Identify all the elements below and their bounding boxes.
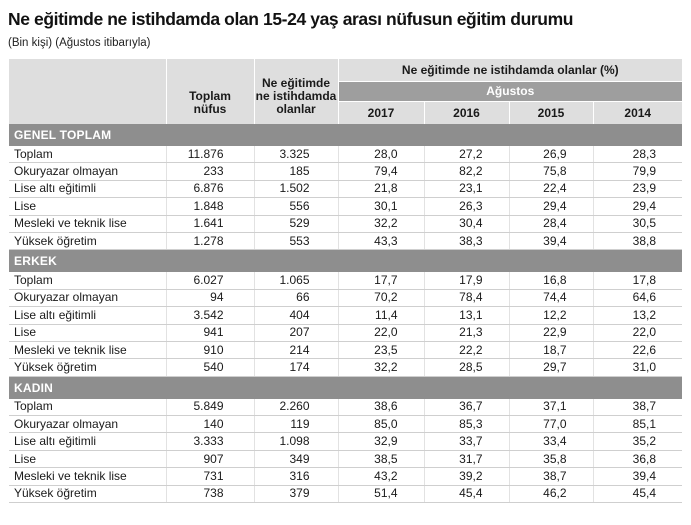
row-label: Mesleki ve teknik lise xyxy=(9,341,166,358)
cell-percent: 70,2 xyxy=(338,289,424,306)
cell-percent: 75,8 xyxy=(509,163,593,180)
cell-percent: 22,6 xyxy=(593,341,682,358)
cell-percent: 13,2 xyxy=(593,307,682,324)
cell-toplam-nufus: 1.848 xyxy=(166,198,254,215)
cell-percent: 29,4 xyxy=(593,198,682,215)
cell-percent: 16,8 xyxy=(509,272,593,289)
section-title: KADIN xyxy=(9,376,682,399)
cell-percent: 26,3 xyxy=(424,198,509,215)
cell-toplam-nufus: 140 xyxy=(166,416,254,433)
section-title: ERKEK xyxy=(9,250,682,273)
cell-percent: 79,9 xyxy=(593,163,682,180)
cell-percent: 38,7 xyxy=(509,468,593,485)
cell-neet: 349 xyxy=(254,450,338,467)
cell-percent: 43,3 xyxy=(338,232,424,249)
cell-percent: 79,4 xyxy=(338,163,424,180)
row-label: Okuryazar olmayan xyxy=(9,163,166,180)
cell-toplam-nufus: 3.333 xyxy=(166,433,254,450)
cell-toplam-nufus: 11.876 xyxy=(166,146,254,163)
education-table xyxy=(9,59,682,503)
cell-percent: 22,2 xyxy=(424,341,509,358)
table-row xyxy=(9,416,682,433)
cell-neet: 66 xyxy=(254,289,338,306)
row-label: Yüksek öğretim xyxy=(9,485,166,502)
cell-toplam-nufus: 738 xyxy=(166,485,254,502)
cell-percent: 39,4 xyxy=(509,232,593,249)
cell-percent: 35,2 xyxy=(593,433,682,450)
cell-percent: 18,7 xyxy=(509,341,593,358)
table-row xyxy=(9,399,682,416)
table-row xyxy=(9,341,682,358)
table-row xyxy=(9,272,682,289)
cell-toplam-nufus: 6.027 xyxy=(166,272,254,289)
row-label: Yüksek öğretim xyxy=(9,359,166,376)
cell-percent: 38,7 xyxy=(593,399,682,416)
row-label: Lise xyxy=(9,450,166,467)
cell-neet: 185 xyxy=(254,163,338,180)
cell-percent: 29,7 xyxy=(509,359,593,376)
cell-percent: 36,8 xyxy=(593,450,682,467)
cell-percent: 39,4 xyxy=(593,468,682,485)
cell-percent: 30,4 xyxy=(424,215,509,232)
cell-percent: 35,8 xyxy=(509,450,593,467)
section-header-row xyxy=(9,250,682,273)
row-label: Yüksek öğretim xyxy=(9,232,166,249)
header-neet: Ne eğitimde ne istihdamda olanlar xyxy=(254,59,338,124)
header-year: 2016 xyxy=(424,102,509,125)
cell-percent: 17,8 xyxy=(593,272,682,289)
table-row xyxy=(9,232,682,249)
cell-percent: 13,1 xyxy=(424,307,509,324)
table-row xyxy=(9,433,682,450)
cell-neet: 404 xyxy=(254,307,338,324)
row-label: Mesleki ve teknik lise xyxy=(9,215,166,232)
cell-percent: 74,4 xyxy=(509,289,593,306)
cell-percent: 85,1 xyxy=(593,416,682,433)
cell-percent: 77,0 xyxy=(509,416,593,433)
header-group: Ne eğitimde ne istihdamda olanlar (%) xyxy=(338,59,682,82)
row-label: Okuryazar olmayan xyxy=(9,416,166,433)
cell-percent: 37,1 xyxy=(509,399,593,416)
cell-percent: 46,2 xyxy=(509,485,593,502)
cell-toplam-nufus: 941 xyxy=(166,324,254,341)
header-toplam-nufus: Toplam nüfus xyxy=(166,59,254,124)
cell-toplam-nufus: 94 xyxy=(166,289,254,306)
cell-percent: 85,0 xyxy=(338,416,424,433)
table-row xyxy=(9,180,682,197)
cell-percent: 82,2 xyxy=(424,163,509,180)
cell-percent: 22,4 xyxy=(509,180,593,197)
cell-neet: 1.502 xyxy=(254,180,338,197)
cell-percent: 30,5 xyxy=(593,215,682,232)
cell-toplam-nufus: 731 xyxy=(166,468,254,485)
row-label: Lise altı eğitimli xyxy=(9,307,166,324)
cell-percent: 38,3 xyxy=(424,232,509,249)
cell-neet: 1.065 xyxy=(254,272,338,289)
cell-percent: 28,4 xyxy=(509,215,593,232)
table-row xyxy=(9,324,682,341)
table-row xyxy=(9,450,682,467)
cell-percent: 45,4 xyxy=(593,485,682,502)
cell-neet: 119 xyxy=(254,416,338,433)
cell-percent: 32,9 xyxy=(338,433,424,450)
table-header xyxy=(9,59,682,124)
cell-toplam-nufus: 1.278 xyxy=(166,232,254,249)
cell-percent: 23,1 xyxy=(424,180,509,197)
cell-neet: 553 xyxy=(254,232,338,249)
section-title: GENEL TOPLAM xyxy=(9,124,682,146)
row-label: Mesleki ve teknik lise xyxy=(9,468,166,485)
cell-neet: 556 xyxy=(254,198,338,215)
row-label: Toplam xyxy=(9,399,166,416)
cell-neet: 379 xyxy=(254,485,338,502)
cell-percent: 28,5 xyxy=(424,359,509,376)
cell-percent: 22,0 xyxy=(338,324,424,341)
cell-percent: 17,9 xyxy=(424,272,509,289)
cell-neet: 174 xyxy=(254,359,338,376)
cell-neet: 316 xyxy=(254,468,338,485)
cell-percent: 21,8 xyxy=(338,180,424,197)
cell-percent: 17,7 xyxy=(338,272,424,289)
cell-percent: 64,6 xyxy=(593,289,682,306)
cell-neet: 1.098 xyxy=(254,433,338,450)
cell-percent: 33,7 xyxy=(424,433,509,450)
table-row xyxy=(9,146,682,163)
cell-percent: 38,5 xyxy=(338,450,424,467)
cell-percent: 45,4 xyxy=(424,485,509,502)
cell-percent: 22,9 xyxy=(509,324,593,341)
cell-toplam-nufus: 1.641 xyxy=(166,215,254,232)
cell-toplam-nufus: 910 xyxy=(166,341,254,358)
cell-neet: 214 xyxy=(254,341,338,358)
cell-percent: 30,1 xyxy=(338,198,424,215)
cell-percent: 11,4 xyxy=(338,307,424,324)
cell-percent: 21,3 xyxy=(424,324,509,341)
cell-percent: 51,4 xyxy=(338,485,424,502)
cell-percent: 32,2 xyxy=(338,359,424,376)
table-row xyxy=(9,468,682,485)
cell-percent: 31,0 xyxy=(593,359,682,376)
cell-percent: 32,2 xyxy=(338,215,424,232)
header-year: 2014 xyxy=(593,102,682,125)
cell-percent: 39,2 xyxy=(424,468,509,485)
cell-percent: 23,9 xyxy=(593,180,682,197)
row-label: Lise xyxy=(9,324,166,341)
header-blank xyxy=(9,59,166,124)
cell-toplam-nufus: 233 xyxy=(166,163,254,180)
cell-percent: 36,7 xyxy=(424,399,509,416)
cell-toplam-nufus: 6.876 xyxy=(166,180,254,197)
cell-neet: 3.325 xyxy=(254,146,338,163)
cell-percent: 26,9 xyxy=(509,146,593,163)
cell-percent: 38,8 xyxy=(593,232,682,249)
cell-neet: 207 xyxy=(254,324,338,341)
cell-percent: 22,0 xyxy=(593,324,682,341)
row-label: Toplam xyxy=(9,146,166,163)
cell-percent: 33,4 xyxy=(509,433,593,450)
cell-percent: 38,6 xyxy=(338,399,424,416)
cell-percent: 43,2 xyxy=(338,468,424,485)
cell-toplam-nufus: 540 xyxy=(166,359,254,376)
table-row xyxy=(9,359,682,376)
table-body xyxy=(9,124,682,503)
page-title: Ne eğitimde ne istihdamda olan 15-24 yaş arası nüfusun eğitim durumu xyxy=(8,9,574,29)
row-label: Toplam xyxy=(9,272,166,289)
table-row xyxy=(9,163,682,180)
table-row xyxy=(9,485,682,502)
cell-percent: 23,5 xyxy=(338,341,424,358)
page-subtitle: (Bin kişi) (Ağustos itibarıyla) xyxy=(8,37,151,49)
cell-percent: 12,2 xyxy=(509,307,593,324)
row-label: Lise altı eğitimli xyxy=(9,180,166,197)
table-row xyxy=(9,198,682,215)
cell-percent: 78,4 xyxy=(424,289,509,306)
cell-percent: 27,2 xyxy=(424,146,509,163)
table-row xyxy=(9,307,682,324)
row-label: Lise altı eğitimli xyxy=(9,433,166,450)
header-year: 2015 xyxy=(509,102,593,125)
cell-neet: 2.260 xyxy=(254,399,338,416)
table-row xyxy=(9,289,682,306)
cell-percent: 85,3 xyxy=(424,416,509,433)
row-label: Okuryazar olmayan xyxy=(9,289,166,306)
cell-percent: 29,4 xyxy=(509,198,593,215)
header-year: 2017 xyxy=(338,102,424,125)
cell-toplam-nufus: 3.542 xyxy=(166,307,254,324)
table-row xyxy=(9,215,682,232)
cell-percent: 28,3 xyxy=(593,146,682,163)
header-month: Ağustos xyxy=(338,82,682,102)
cell-percent: 31,7 xyxy=(424,450,509,467)
cell-toplam-nufus: 907 xyxy=(166,450,254,467)
row-label: Lise xyxy=(9,198,166,215)
cell-toplam-nufus: 5.849 xyxy=(166,399,254,416)
section-header-row xyxy=(9,124,682,146)
section-header-row xyxy=(9,376,682,399)
cell-neet: 529 xyxy=(254,215,338,232)
cell-percent: 28,0 xyxy=(338,146,424,163)
